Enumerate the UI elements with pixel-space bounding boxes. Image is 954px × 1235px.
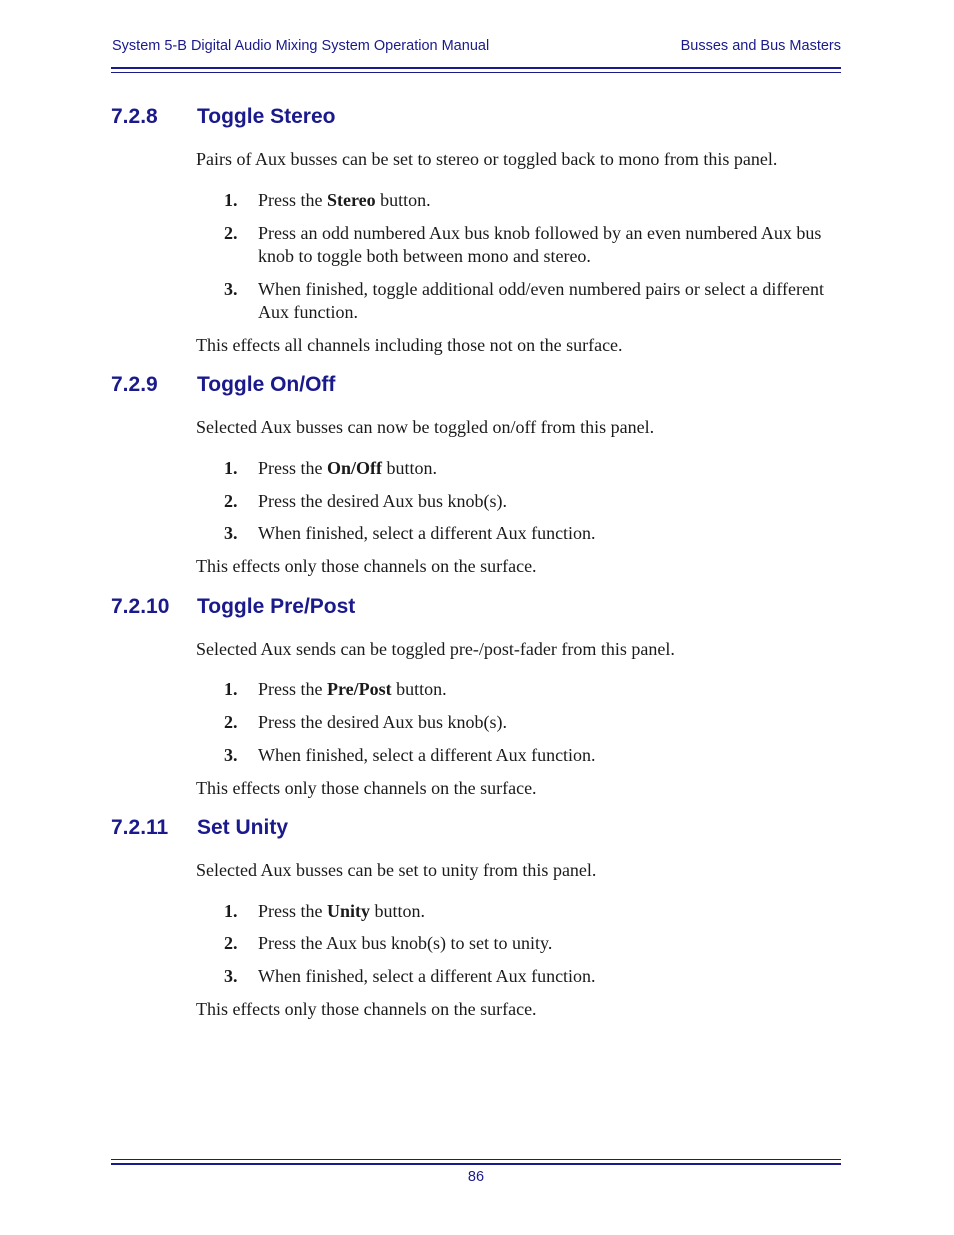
step-text-end: button. (382, 458, 438, 478)
section-title: Toggle Stereo (197, 105, 336, 128)
step-number: 3. (224, 279, 238, 299)
section-intro: Selected Aux busses can be set to unity from this panel. (196, 860, 597, 880)
step-text: Press the desired Aux bus knob(s). (258, 491, 507, 511)
button-name: Pre/Post (327, 679, 392, 699)
page-header (111, 38, 841, 58)
section-title: Toggle On/Off (197, 373, 336, 396)
step-text: Press an odd numbered Aux bus knob followed by an even numbered Aux bus knob to toggle both between mono and stereo. (258, 223, 822, 266)
section-intro: Selected Aux busses can now be toggled on/off from this panel. (196, 417, 655, 437)
step-text: Press the (258, 190, 327, 210)
step-number: 2. (224, 933, 238, 953)
step-number: 3. (224, 745, 238, 765)
section-number: 7.2.8 (111, 105, 158, 128)
section-title: Toggle Pre/Post (197, 595, 356, 618)
step-number: 1. (224, 190, 238, 210)
section-outro: This effects all channels including those not on the surface. (196, 335, 623, 355)
step-number: 1. (224, 679, 238, 699)
header-rule-thick (111, 67, 841, 69)
step-text-end: button. (370, 901, 426, 921)
step-text-end: button. (375, 190, 431, 210)
step-text: Press the desired Aux bus knob(s). (258, 712, 507, 732)
step-text: When finished, select a different Aux function. (258, 745, 596, 765)
step-text: Press the (258, 458, 327, 478)
section-heading (111, 595, 355, 619)
section-number: 7.2.9 (111, 373, 158, 396)
section-heading (111, 373, 335, 397)
step-text: When finished, select a different Aux function. (258, 966, 596, 986)
section-heading (111, 105, 335, 129)
section-outro: This effects only those channels on the surface. (196, 999, 537, 1019)
header-rule-thin (111, 72, 841, 73)
step-text-end: button. (391, 679, 447, 699)
section-number: 7.2.11 (111, 816, 169, 839)
section-intro: Pairs of Aux busses can be set to stereo or toggled back to mono from this panel. (196, 149, 778, 169)
header-manual-title: System 5-B Digital Audio Mixing System Operation Manual (112, 38, 490, 54)
step-number: 3. (224, 966, 238, 986)
section-outro: This effects only those channels on the surface. (196, 556, 537, 576)
step-number: 2. (224, 223, 238, 243)
button-name: Unity (327, 901, 371, 921)
step-number: 1. (224, 901, 238, 921)
step-text: Press the (258, 679, 327, 699)
section-number: 7.2.10 (111, 595, 170, 618)
step-text: When finished, select a different Aux function. (258, 523, 596, 543)
footer-rule-thick (111, 1163, 841, 1165)
step-text: Press the Aux bus knob(s) to set to unity. (258, 933, 553, 953)
section-intro: Selected Aux sends can be toggled pre-/post-fader from this panel. (196, 639, 675, 659)
step-number: 1. (224, 458, 238, 478)
button-name: Stereo (327, 190, 376, 210)
button-name: On/Off (327, 458, 383, 478)
footer-rule-thin (111, 1159, 841, 1160)
step-number: 3. (224, 523, 238, 543)
step-text: When finished, toggle additional odd/even numbered pairs or select a different Aux function. (258, 279, 824, 322)
step-number: 2. (224, 712, 238, 732)
header-chapter-title: Busses and Bus Masters (680, 38, 841, 54)
section-outro: This effects only those channels on the surface. (196, 778, 537, 798)
step-number: 2. (224, 491, 238, 511)
step-text: Press the (258, 901, 327, 921)
section-heading (111, 816, 288, 840)
section-title: Set Unity (197, 816, 289, 839)
page-number: 86 (467, 1169, 485, 1185)
